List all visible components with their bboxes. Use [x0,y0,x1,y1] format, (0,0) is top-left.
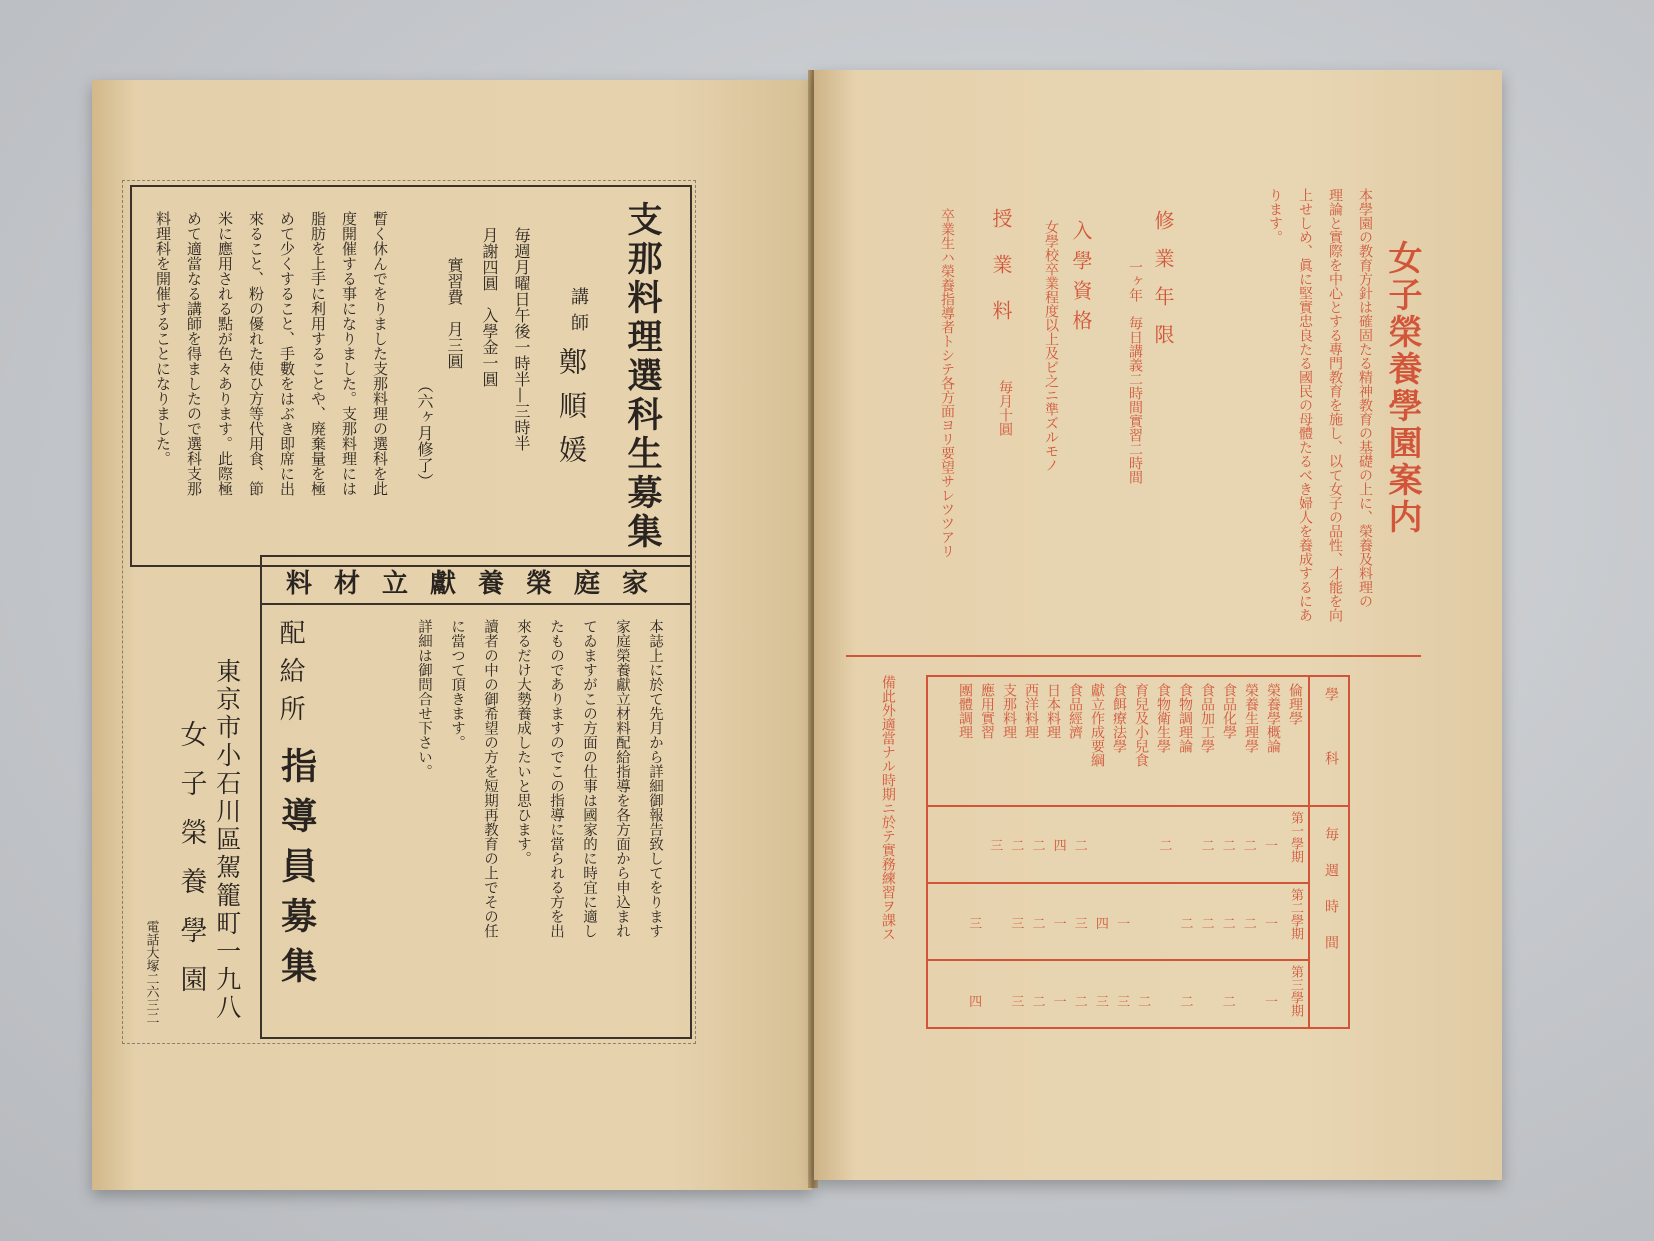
open-booklet [92,70,1502,1190]
course-hours-table [926,675,1350,1029]
term2-hours: 一 二 二 二 二 一 四 三 一 二 三 三 [969,917,1280,932]
ad2-subtitle-1: 配給所 [275,619,306,733]
left-page [92,80,812,1190]
table-rule [928,805,1348,807]
section-tuition-head: 授業料 [989,208,1013,346]
table-note: 備此外適當ナル時期ニ於テ實務練習ヲ課ス [879,675,896,941]
ad1-body-line: 度開催する事になりました。支那料理には [340,211,358,496]
ad1-body-line: 脂肪を上手に利用することや、廃棄量を極 [309,211,327,496]
subject-name: 西洋料理 [1023,683,1039,739]
right-page-title: 女子榮養學園案内 [1382,240,1422,536]
address-phone: 電話大塚二六三二 [143,920,159,1024]
subject-name: 應用實習 [979,683,995,739]
intro-line: 理論と實際を中心とする專門教育を施し、以て女子の品性、才能を向 [1327,188,1343,622]
subject-name: 倫理學 [1287,683,1303,725]
subject-name: 食餌療法學 [1111,683,1127,753]
address-line: 東京市小石川區駕籠町一九八 [212,658,242,1022]
ad2-body-line: たものでありますのでこの指導に當られる方を出 [548,619,564,938]
practice-fee-text: 實習費 月三圓 [445,257,464,369]
ad2-body-line: てゐますがこの方面の仕事は國家的に時宜に適し [581,619,597,938]
section-admission-head: 入學資格 [1069,220,1093,340]
section-tuition-body: 毎月十圓 [997,380,1013,436]
table-rule [1308,677,1310,1027]
subject-name: 食品化學 [1221,683,1237,739]
intro-text [1234,188,1374,648]
term-label-2: 第二學期 [1288,888,1303,940]
schedule-text: 毎週月曜日午後一時半—三時半 [512,227,531,451]
ad1-body-line: めて適當なる講師を得ましたので選科支那 [185,211,203,496]
term-label-1: 第一學期 [1288,811,1303,863]
ad2-body-line: 本誌上に於て先月から詳細御報告致してをります [647,619,663,938]
red-divider [846,655,1421,657]
lecturer-label: 講師 [568,287,589,339]
ad2-body-line: 家庭榮養獻立材料配給指導を各方面から申込まれ [614,619,630,938]
table-head-subject: 學科 [1323,687,1339,815]
section-duration-head: 修業年限 [1151,210,1175,362]
subject-name: 團體調理 [957,683,973,739]
ad1-body-line: 料理科を開催することになりました。 [154,211,172,466]
ad2-body-line: 來るだけ大勢養成したいと思ひます。 [515,619,531,866]
ad1-body-line: 米に應用される點が色々あります。此際極 [216,211,234,496]
subject-name: 榮養學概論 [1265,683,1281,753]
table-rule [928,882,1310,884]
section-admission-body: 女學校卒業程度以上及ビ之ニ準ズルモノ [1043,220,1059,472]
fees-text: 月謝四圓 入學金一圓 [480,227,499,387]
chinese-cooking-ad [130,185,692,567]
section-duration-body: 一ヶ年 毎日講義二時間實習二時間 [1127,260,1143,484]
subject-name: 榮養生理學 [1243,683,1259,753]
duration-text: （六ヶ月修了） [415,377,434,489]
ad2-body-line: 詳細は御問合せ下さい。 [416,619,432,779]
term3-hours: 一 二 二 二 三 三 二 一 二 三 四 [969,995,1280,1010]
subject-name: 支那料理 [1001,683,1017,739]
ad2-body-line: に當つて頂きます。 [449,619,465,750]
lecturer-name: 鄭順媛 [555,347,588,479]
ad2-body-line: 讀者の中の御希望の方を短期再教育の上でその任 [482,619,498,938]
subject-name: 日本料理 [1045,683,1061,739]
ad2-title: 家庭榮養獻立材料 [285,569,670,599]
ad2-body [344,619,664,1019]
subject-name: 育兒及小兒食 [1133,683,1149,767]
section-graduates-body: 卒業生ハ榮養指導者トシテ各方面ヨリ要望サレツツアリ [939,208,955,558]
address-org: 女子榮養學園 [175,720,207,1014]
right-page [814,70,1502,1180]
ad2-subtitle-2: 指導員募集 [275,747,318,997]
subject-name: 食物調理論 [1177,683,1193,753]
subject-list [934,683,1304,803]
subject-name: 獻立作成要綱 [1089,683,1105,767]
ad1-body-line: めて少くすること、手數をはぶき即席に出 [278,211,296,496]
ad1-body [140,211,390,551]
subject-name: 食品加工學 [1199,683,1215,753]
intro-line: ります。 [1267,188,1283,244]
ad1-body-line: 來ること、粉の優れた使ひ方等代用食、節 [247,211,265,496]
term1-hours: 一 二 二 二 二 二 四 二 二 三 [990,839,1280,854]
term-label-3: 第三學期 [1288,965,1303,1017]
subject-name: 食物衛生學 [1155,683,1171,753]
ad1-title: 支那料理選科生募集 [622,201,663,552]
intro-line: 上せしめ、眞に堅實忠良たる國民の母體たるべき婦人を養成するにあ [1297,188,1313,622]
ad2-title-strip [262,557,690,605]
table-head-hours: 毎週時間 [1323,827,1339,971]
table-rule [928,959,1310,961]
instructor-recruitment-ad [260,555,692,1039]
ad1-body-line: 暫く休んでをりました支那料理の選科を此 [371,211,389,496]
intro-line: 本學園の教育方針は確固たる精神教育の基礎の上に、榮養及料理の [1357,188,1373,608]
subject-name: 食品經濟 [1067,683,1083,739]
